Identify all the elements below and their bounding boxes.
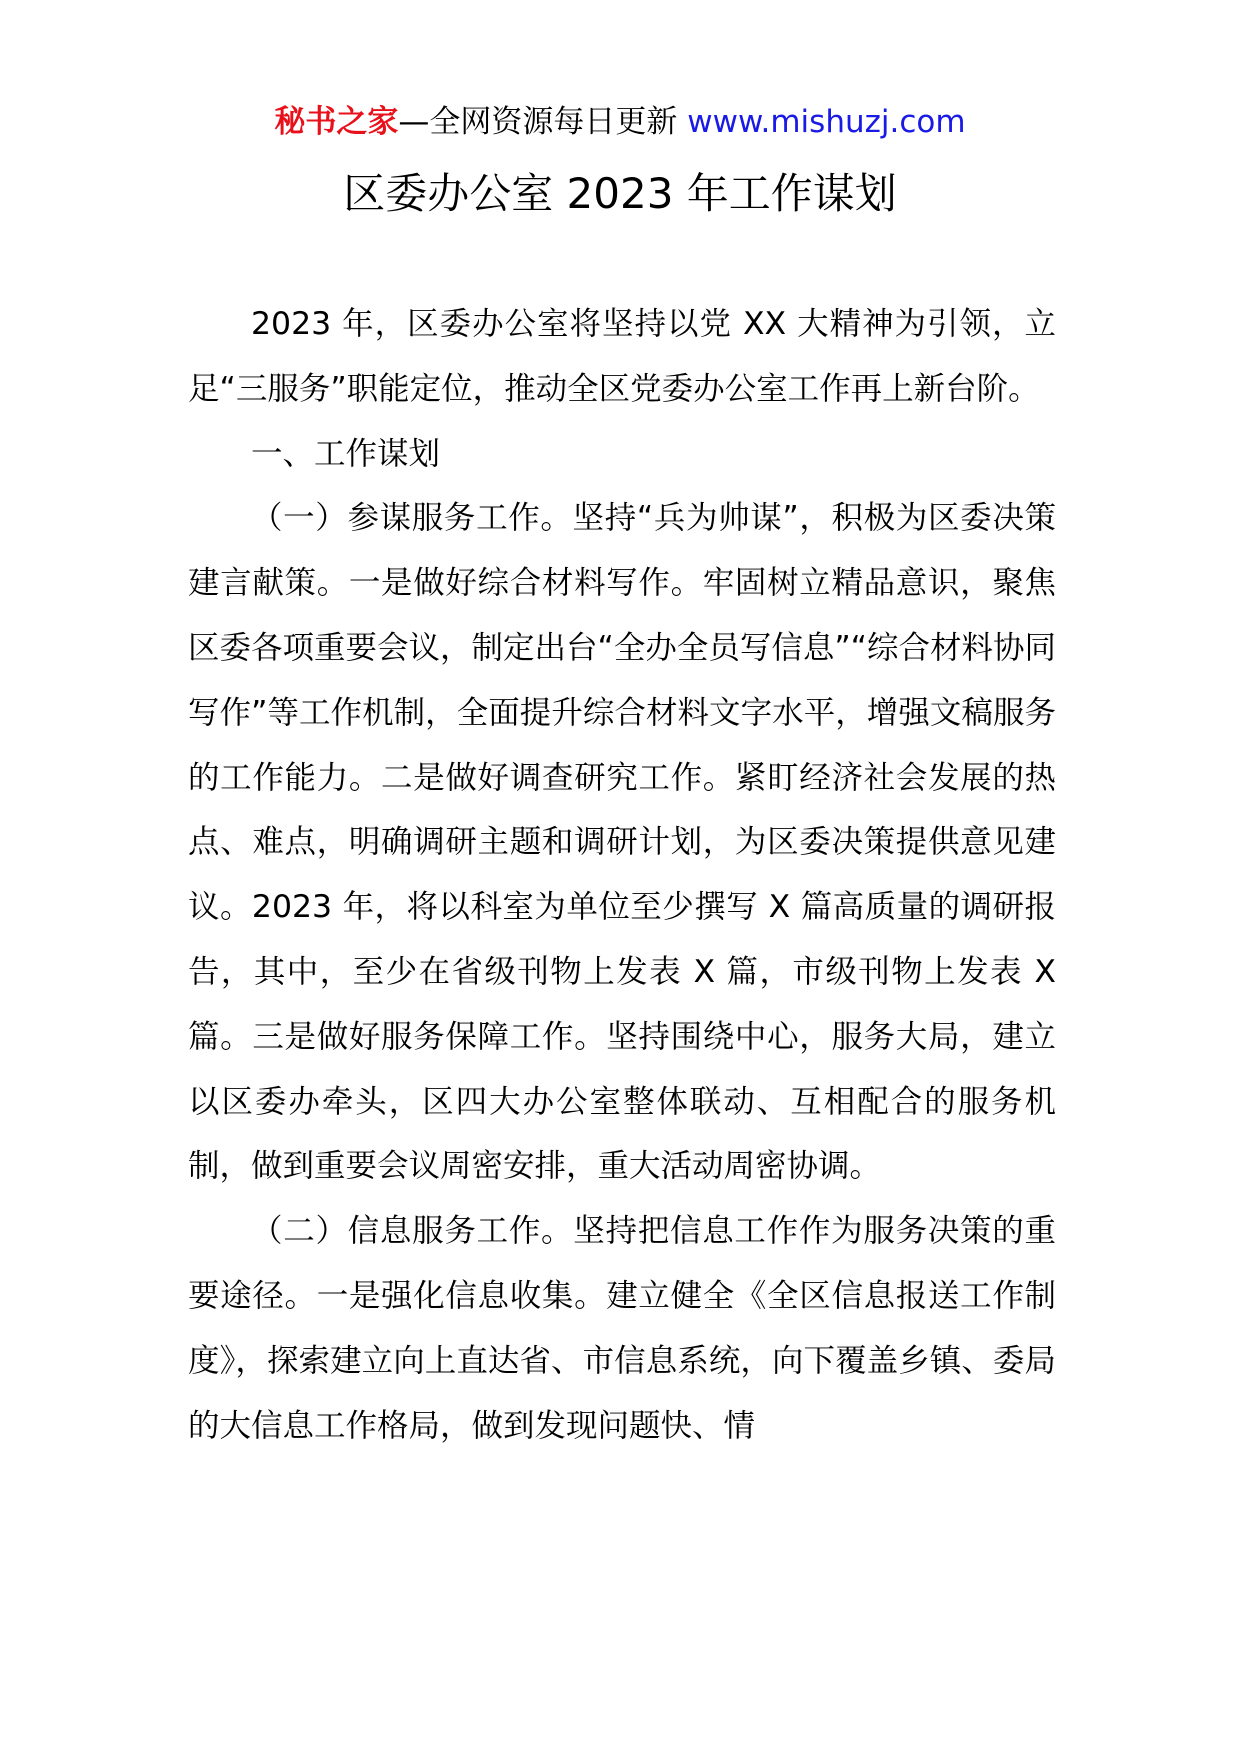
body-paragraph: （一）参谋服务工作。坚持“兵为帅谋”，积极为区委决策建言献策。一是做好综合材料写作。牢固树立精品意识，聚焦区委各项重要会议，制定出台“全办全员写信息”“综合材料协同写作”等工作机制，全面提升综合材料文字水平，增强文稿服务的工作能力。二是做好调查研究工作。紧盯经济社会发展的热点、难点，明确调研主题和调研计划，为区委决策提供意见建议。2023 年，将以科室为单位至少撰写 X 篇高质量的调研报告，其中，至少在省级刊物上发表 X 篇，市级刊物上发表 X 篇。三是做好服务保障工作。坚持围绕中心，服务大局，建立以区委办牵头，区四大办公室整体联动、互相配合的服务机制，做到重要会议周密安排，重大活动周密协调。 (188, 500, 1056, 1185)
document-title: 区委办公室 2023 年工作谋划 (343, 169, 897, 218)
header-slogan: —全网资源每日更新 (398, 104, 678, 140)
brand-name: 秘书之家 (274, 104, 399, 140)
intro-paragraph: 2023 年，区委办公室将坚持以党 XX 大精神为引领，立足“三服务”职能定位，推动全区党委办公室工作再上新台阶。 (188, 306, 1056, 407)
site-header (0, 100, 1240, 144)
body-paragraph: （二）信息服务工作。坚持把信息工作作为服务决策的重要途径。一是强化信息收集。建立健全《全区信息报送工作制度》，探索建立向上直达省、市信息系统，向下覆盖乡镇、委局的大信息工作格局，做到发现问题快、情 (188, 1213, 1056, 1444)
site-url-link[interactable]: www.mishuzj.com (687, 104, 966, 140)
document-body (188, 292, 1056, 1458)
section-heading: 一、工作谋划 (251, 435, 441, 472)
